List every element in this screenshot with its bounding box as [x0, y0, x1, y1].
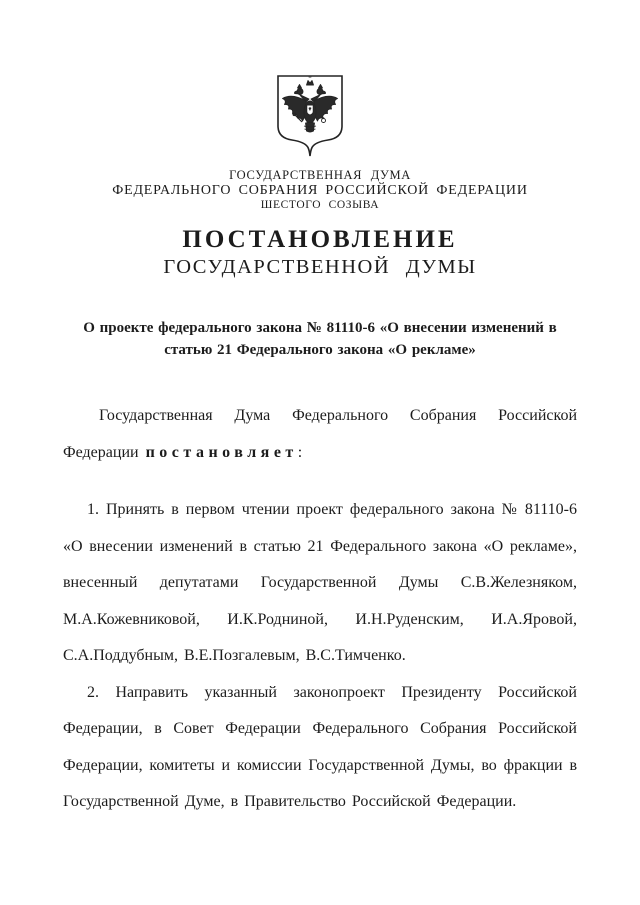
doc-type-title: ПОСТАНОВЛЕНИЕ	[182, 226, 458, 253]
preamble-colon: :	[297, 443, 303, 461]
org-header	[0, 168, 640, 213]
doc-type-subtitle: ГОСУДАРСТВЕННОЙ ДУМЫ	[163, 256, 477, 278]
document-type-heading	[0, 226, 640, 280]
org-name-line1: ГОСУДАРСТВЕННАЯ ДУМА	[229, 168, 411, 182]
preamble-lead: Государственная Дума Федерального Собрания Российской Федерации	[63, 407, 577, 461]
resolution-item-2: 2. Направить указанный законопроект Президенту Российской Федерации, в Совет Федерации Федерального Собрания Российской Федерации, комитеты и комиссии Государственной Думы, во фракции в Государственной Думе, в Правительство Российской Федерации.	[63, 683, 577, 810]
russia-coat-of-arms-icon	[275, 74, 345, 160]
resolution-body	[63, 398, 577, 821]
org-name-line2: ФЕДЕРАЛЬНОГО СОБРАНИЯ РОССИЙСКОЙ ФЕДЕРАЦИИ	[112, 183, 528, 198]
preamble-paragraph	[63, 398, 577, 471]
resolution-item-1: 1. Принять в первом чтении проект федерального закона № 81110-6 «О внесении изменений в статью 21 Федерального закона «О рекламе», внесенный депутатами Государственной Думы С.В.Железняком, М.А.Кожевниковой, И.К.Родниной, И.Н.Руденским, И.А.Яровой, С.А.Поддубным, В.Е.Позгалевым, В.С.Тимченко.	[63, 501, 577, 664]
preamble-verb: постановляет	[145, 443, 298, 461]
resolution-subject: О проекте федерального закона № 81110-6 «О внесении изменений в статью 21 Федерального закона «О рекламе»	[83, 320, 557, 358]
org-convocation: ШЕСТОГО СОЗЫВА	[260, 199, 380, 211]
